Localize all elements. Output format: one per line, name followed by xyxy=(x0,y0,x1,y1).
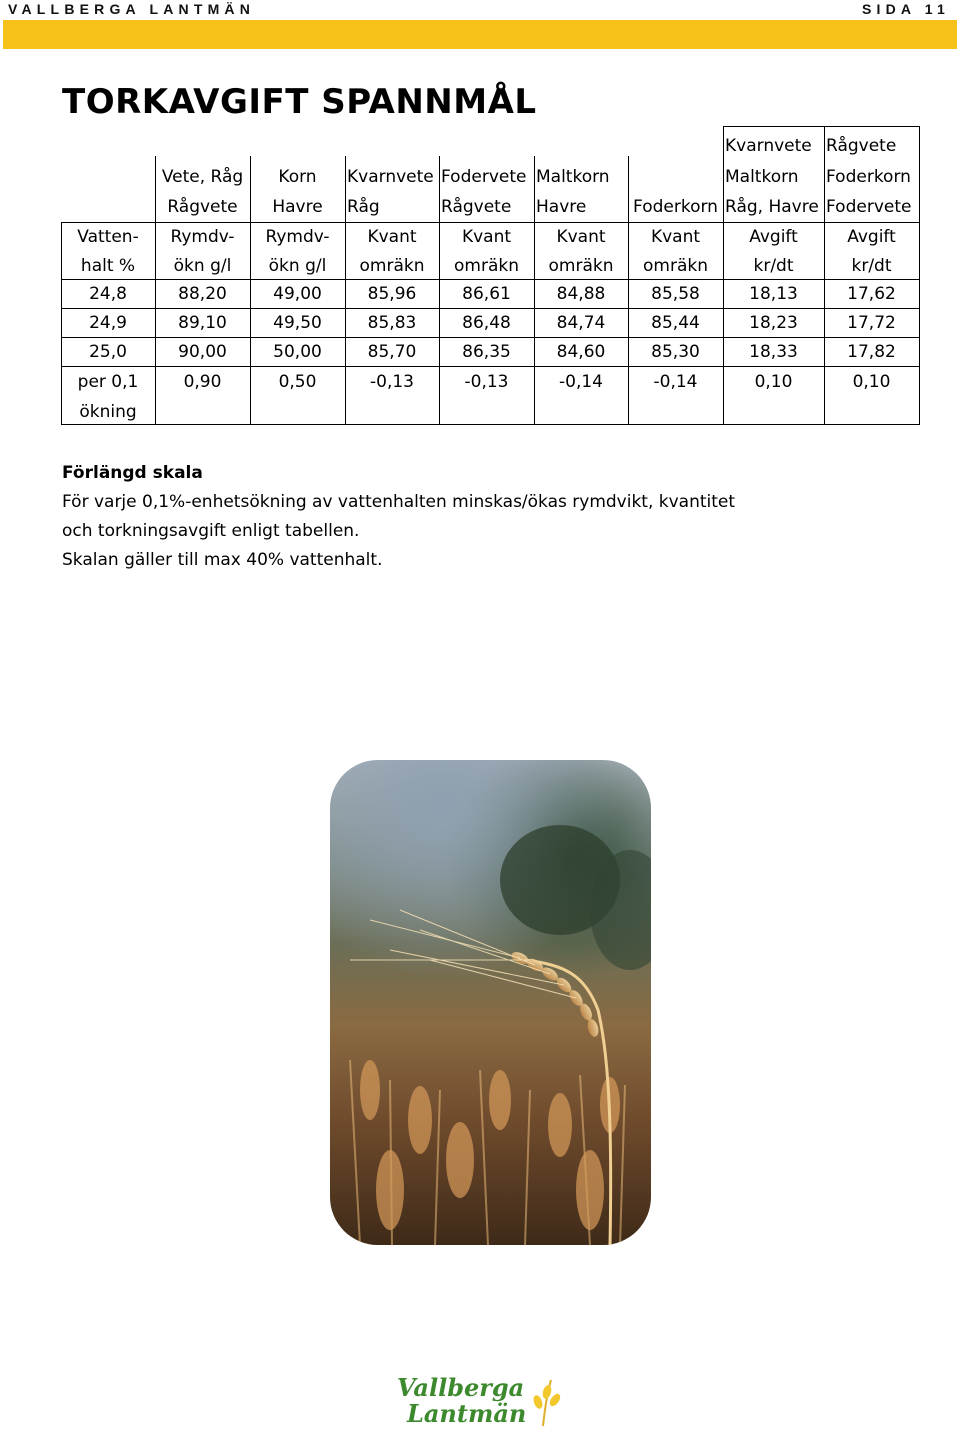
header-crop: Maltkorn xyxy=(725,167,799,187)
page-header xyxy=(0,0,960,20)
table-cell: ökning xyxy=(79,402,137,422)
table-cell: 0,10 xyxy=(852,372,891,392)
table-cell: 89,10 xyxy=(178,313,227,333)
header-crop: Rågvete xyxy=(826,136,897,156)
header-crop: Råg, Havre xyxy=(725,197,819,217)
table-cell: 17,72 xyxy=(847,313,896,333)
note-heading: Förlängd skala xyxy=(62,463,203,483)
table-cell: 84,60 xyxy=(556,342,606,362)
header-crop: Rågvete xyxy=(441,197,512,217)
header-crop: Korn xyxy=(278,167,317,187)
logo-line-1: Vallberga xyxy=(397,1373,525,1402)
header-measure: omräkn xyxy=(359,256,425,276)
table-cell: -0,14 xyxy=(653,372,698,392)
brand-name: VALLBERGA LANTMÄN xyxy=(8,1,256,17)
table-cell: 0,10 xyxy=(754,372,793,392)
header-measure: kr/dt xyxy=(753,256,794,276)
table-cell: 18,33 xyxy=(749,342,798,362)
header-measure: Kvant xyxy=(556,227,606,247)
wheat-icon xyxy=(532,1380,562,1426)
table-cell: -0,13 xyxy=(370,372,414,392)
note-line-1: För varje 0,1%-enhetsökning av vattenhalten minskas/ökas rymdvikt, kvantitet xyxy=(62,492,736,512)
table-border xyxy=(824,126,825,425)
header-measure: omräkn xyxy=(454,256,519,276)
logo-line-2: Lantmän xyxy=(407,1399,527,1428)
table-cell: per 0,1 xyxy=(77,372,139,392)
table-border xyxy=(723,126,724,425)
table-cell: 18,23 xyxy=(749,313,798,333)
note-line-2: och torkningsavgift enligt tabellen. xyxy=(62,521,360,541)
table-border xyxy=(628,156,629,425)
table-border xyxy=(61,222,919,223)
note-line-3: Skalan gäller till max 40% vattenhalt. xyxy=(62,550,383,570)
header-measure: ökn g/l xyxy=(173,256,232,276)
header-label: Vatten- xyxy=(77,227,139,247)
table-cell: 85,83 xyxy=(367,313,417,333)
table-cell: 86,35 xyxy=(462,342,511,362)
table-cell: 84,74 xyxy=(556,313,606,333)
table-border xyxy=(61,424,919,425)
table-cell: 85,58 xyxy=(651,284,700,304)
table-cell: 49,50 xyxy=(273,313,322,333)
table-cell: 25,0 xyxy=(89,342,127,362)
table-cell: 17,62 xyxy=(847,284,896,304)
table-cell: 18,13 xyxy=(749,284,798,304)
table-border xyxy=(61,337,919,338)
table-cell: 86,48 xyxy=(462,313,511,333)
header-bar xyxy=(3,20,957,49)
table-border xyxy=(723,126,919,127)
header-measure: Rymdv- xyxy=(170,227,235,247)
header-measure: omräkn xyxy=(548,256,614,276)
header-crop: Havre xyxy=(272,197,323,217)
header-measure: Rymdv- xyxy=(265,227,330,247)
table-border xyxy=(250,156,251,425)
header-measure: Kvant xyxy=(650,227,701,247)
table-cell: 17,82 xyxy=(847,342,896,362)
header-label: halt % xyxy=(80,256,136,276)
table-border xyxy=(439,156,440,425)
table-cell: 85,96 xyxy=(367,284,417,304)
header-crop: Kvarnvete xyxy=(347,167,434,187)
header-crop: Råg xyxy=(347,197,380,217)
header-crop: Havre xyxy=(536,197,587,217)
page-title: TORKAVGIFT SPANNMÅL xyxy=(62,82,537,122)
logo-graphic xyxy=(395,1372,565,1430)
table-cell: 50,00 xyxy=(273,342,322,362)
table-cell: 0,90 xyxy=(183,372,222,392)
table-border xyxy=(155,156,156,425)
table-cell: 49,00 xyxy=(273,284,322,304)
page-number: SIDA 11 xyxy=(861,1,950,17)
table-cell: 24,9 xyxy=(89,313,127,333)
table-cell: 0,50 xyxy=(278,372,317,392)
header-measure: kr/dt xyxy=(851,256,892,276)
vallberga-lantman-logo xyxy=(395,1372,565,1430)
table-border xyxy=(534,156,535,425)
table-cell: 90,00 xyxy=(178,342,227,362)
header-crop: Foderkorn xyxy=(633,197,718,217)
table-cell: 86,61 xyxy=(462,284,511,304)
header-measure: ökn g/l xyxy=(268,256,327,276)
header-crop: Rågvete xyxy=(167,197,238,217)
table-cell: 85,70 xyxy=(367,342,417,362)
table-cell: 85,30 xyxy=(651,342,700,362)
table-cell: 85,44 xyxy=(651,313,700,333)
table-cell: 84,88 xyxy=(556,284,606,304)
header-measure: Avgift xyxy=(847,227,896,247)
table-cell: -0,14 xyxy=(559,372,603,392)
table-border xyxy=(61,308,919,309)
header-measure: omräkn xyxy=(643,256,708,276)
header-crop: Fodervete xyxy=(441,167,527,187)
table-border xyxy=(345,156,346,425)
header-crop: Fodervete xyxy=(826,197,912,217)
header-crop: Maltkorn xyxy=(536,167,610,187)
table-border xyxy=(919,126,920,425)
table-cell: 24,8 xyxy=(89,284,127,304)
table-cell: 88,20 xyxy=(178,284,227,304)
barley-photo xyxy=(330,760,651,1245)
drying-fee-table xyxy=(61,126,919,425)
header-measure: Kvant xyxy=(367,227,417,247)
header-crop: Foderkorn xyxy=(826,167,911,187)
table-cell: -0,13 xyxy=(464,372,509,392)
header-measure: Kvant xyxy=(461,227,512,247)
table-border xyxy=(61,222,62,425)
table-border xyxy=(61,279,919,280)
header-measure: Avgift xyxy=(749,227,798,247)
header-crop: Vete, Råg xyxy=(161,167,244,187)
barley-illustration xyxy=(330,760,651,1245)
table-border xyxy=(61,366,919,367)
header-crop: Kvarnvete xyxy=(725,136,812,156)
